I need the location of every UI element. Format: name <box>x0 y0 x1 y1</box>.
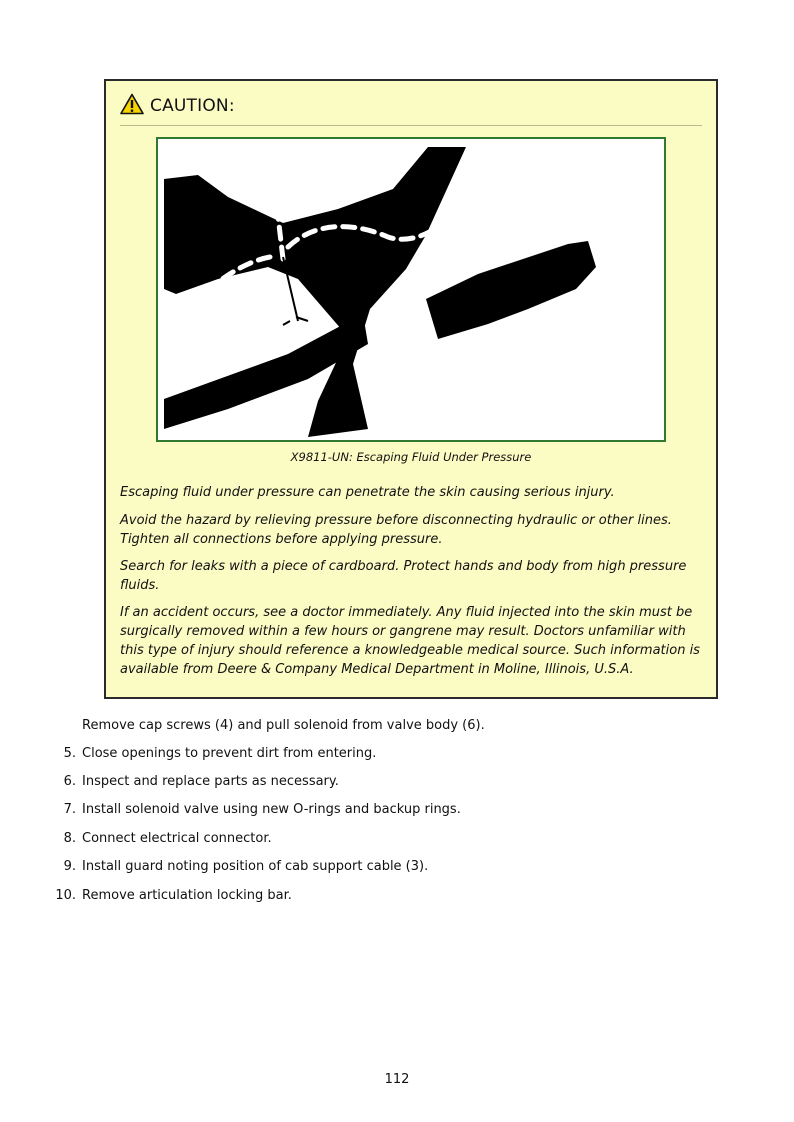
caution-paragraph: Escaping fluid under pressure can penetrate the skin causing serious injury. <box>120 485 615 500</box>
step-number: 6. <box>63 774 76 789</box>
step-text: Connect electrical connector. <box>82 831 272 846</box>
warning-triangle-icon <box>120 93 144 119</box>
caution-header <box>120 93 235 119</box>
step-number: 8. <box>63 831 76 846</box>
step-number: 9. <box>63 859 76 874</box>
step-text: Remove cap screws (4) and pull solenoid from valve body (6). <box>82 718 485 733</box>
caution-paragraph: If an accident occurs, see a doctor immediately. Any fluid injected into the skin must be surgically removed within a few hours or gangrene may result. Doctors unfamiliar with this type of injury should reference a knowledgeable medical source. Such information is available from Deere & Company Medical Department in Moline, Illinois, U.S.A. <box>120 605 700 677</box>
step-text: Close openings to prevent dirt from entering. <box>82 746 377 761</box>
step-text: Remove articulation locking bar. <box>82 888 292 903</box>
step-text: Install solenoid valve using new O-rings and backup rings. <box>82 802 461 817</box>
caution-title: CAUTION: <box>150 96 235 116</box>
page-number: 112 <box>384 1072 410 1087</box>
step-number: 5. <box>63 746 76 761</box>
step-number: 7. <box>63 802 76 817</box>
step-text: Inspect and replace parts as necessary. <box>82 774 339 789</box>
caution-divider <box>120 125 702 126</box>
right-hose-shape <box>426 241 596 339</box>
caution-paragraph: Search for leaks with a piece of cardboard. Protect hands and body from high pressure fluids. <box>120 559 687 593</box>
step-text: Install guard noting position of cab support cable (3). <box>82 859 429 874</box>
step-number: 10. <box>55 888 76 903</box>
escaping-fluid-illustration <box>156 137 666 442</box>
caution-paragraph: Avoid the hazard by relieving pressure before disconnecting hydraulic or other lines. Tighten all connections before applying pressure. <box>120 513 672 547</box>
figure-caption: X9811-UN: Escaping Fluid Under Pressure <box>290 450 532 464</box>
caution-box <box>104 79 718 699</box>
